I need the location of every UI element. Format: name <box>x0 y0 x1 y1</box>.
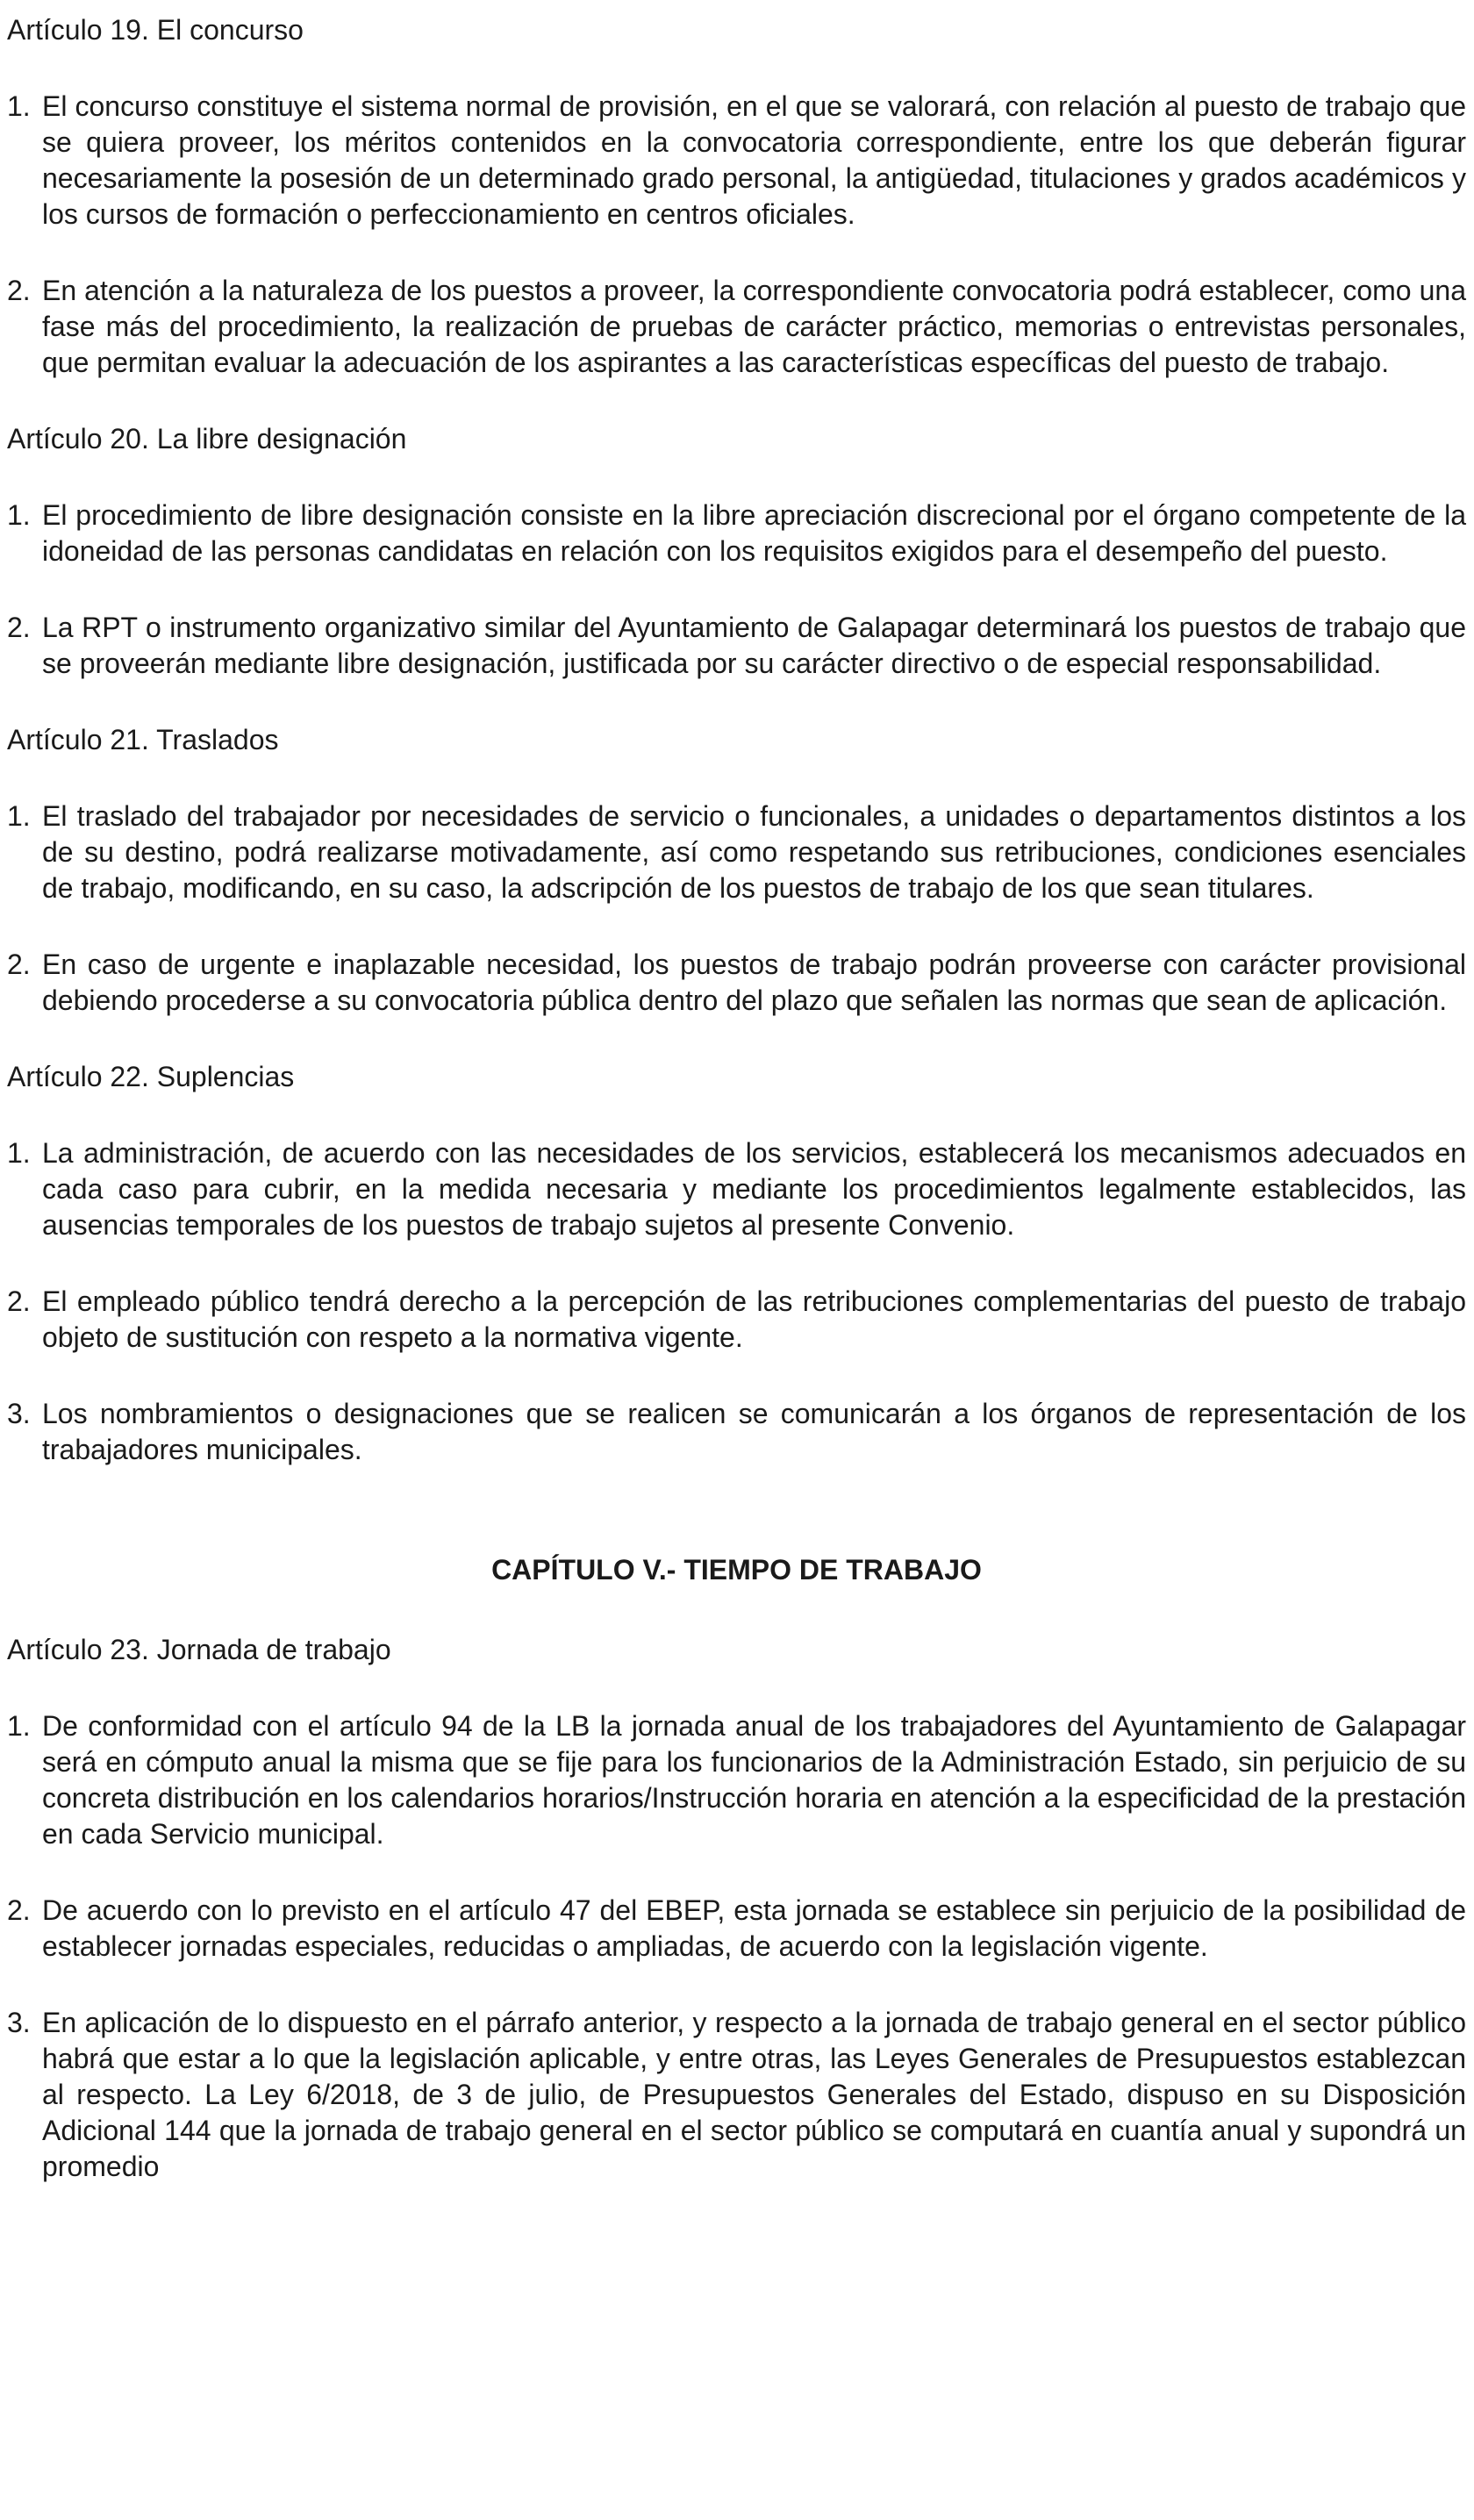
list-item-number: 1. <box>7 800 31 832</box>
chapter-heading: CAPÍTULO V.- TIEMPO DE TRABAJO <box>491 1554 982 1586</box>
article-heading: Artículo 20. La libre designación <box>7 423 407 455</box>
list-item-number: 2. <box>7 1894 31 1926</box>
list-item-number: 3. <box>7 2007 31 2038</box>
list-item <box>7 1284 1466 1356</box>
list-item-text: El empleado público tendrá derecho a la percepción de las retribuciones complementarias del puesto de trabajo objeto de sustitución con respeto a la normativa vigente. <box>42 1285 1466 1353</box>
list-item <box>7 798 1466 906</box>
list-item-text: De acuerdo con lo previsto en el artículo 47 del EBEP, esta jornada se establece sin perjuicio de la posibilidad de establecer jornadas especiales, reducidas o ampliadas, de acuerdo con la legislación vigente. <box>42 1894 1466 1962</box>
list-item-number: 1. <box>7 499 31 531</box>
list-item <box>7 1396 1466 1468</box>
list-item <box>7 610 1466 682</box>
list-item-text: La administración, de acuerdo con las necesidades de los servicios, establecerá los mecanismos adecuados en cada caso para cubrir, en la medida necesaria y mediante los procedimientos legalmente establecidos, las ausencias temporales de los puestos de trabajo sujetos al presente Convenio. <box>42 1137 1466 1241</box>
list-item-number: 3. <box>7 1398 31 1429</box>
list-item-text: El procedimiento de libre designación consiste en la libre apreciación discrecional por el órgano competente de la idoneidad de las personas candidatas en relación con los requisitos exigidos para el desempeño del puesto. <box>42 499 1466 567</box>
list-item-number: 1. <box>7 1137 31 1169</box>
list-item <box>7 273 1466 381</box>
article-heading: Artículo 19. El concurso <box>7 14 304 46</box>
list-item-text: El traslado del trabajador por necesidades de servicio o funcionales, a unidades o departamentos distintos a los de su destino, podrá realizarse motivadamente, así como respetando sus retribuciones, condiciones esenciales de trabajo, modificando, en su caso, la adscripción de los puestos de trabajo de los que sean titulares. <box>42 800 1466 904</box>
list-item-text: El concurso constituye el sistema normal de provisión, en el que se valorará, con relación al puesto de trabajo que se quiera proveer, los méritos contenidos en la convocatoria correspondiente, entre los que deberán figurar necesariamente la posesión de un determinado grado personal, la antigüedad, titulaciones y grados académicos y los cursos de formación o perfeccionamiento en centros oficiales. <box>42 90 1466 230</box>
article-heading: Artículo 21. Traslados <box>7 724 279 755</box>
list-item-text: De conformidad con el artículo 94 de la LB la jornada anual de los trabajadores del Ayuntamiento de Galapagar será en cómputo anual la misma que se fije para los funcionarios de la Administración Estado, sin perjuicio de su concreta distribución en los calendarios horarios/Instrucción horaria en atención a la especificidad de la prestación en cada Servicio municipal. <box>42 1710 1466 1850</box>
list-item <box>7 2005 1466 2185</box>
list-item-number: 2. <box>7 275 31 306</box>
list-item-number: 2. <box>7 949 31 980</box>
list-item-text: En aplicación de lo dispuesto en el párrafo anterior, y respecto a la jornada de trabajo general en el sector público habrá que estar a lo que la legislación aplicable, y entre otras, las Leyes Generales de Presupuestos establezcan al respecto. La Ley 6/2018, de 3 de julio, de Presupuestos Generales del Estado, dispuso en su Disposición Adicional 144 que la jornada de trabajo general en el sector público se computará en cuantía anual y supondrá un promedio <box>42 2007 1466 2182</box>
list-item <box>7 947 1466 1019</box>
list-item-number: 1. <box>7 1710 31 1742</box>
list-item <box>7 1893 1466 1965</box>
article-heading: Artículo 22. Suplencias <box>7 1061 295 1092</box>
list-item-number: 2. <box>7 612 31 643</box>
list-item <box>7 89 1466 233</box>
list-item-text: En caso de urgente e inaplazable necesidad, los puestos de trabajo podrán proveerse con carácter provisional debiendo procederse a su convocatoria pública dentro del plazo que señalen las normas que sean de aplicación. <box>42 949 1466 1016</box>
list-item <box>7 498 1466 569</box>
article-heading: Artículo 23. Jornada de trabajo <box>7 1634 391 1665</box>
list-item-text: En atención a la naturaleza de los puestos a proveer, la correspondiente convocatoria podrá establecer, como una fase más del procedimiento, la realización de pruebas de carácter práctico, memorias o entrevistas personales, que permitan evaluar la adecuación de los aspirantes a las características específicas del puesto de trabajo. <box>42 275 1466 378</box>
list-item-number: 2. <box>7 1285 31 1317</box>
list-item-text: Los nombramientos o designaciones que se realicen se comunicarán a los órganos de representación de los trabajadores municipales. <box>42 1398 1466 1465</box>
list-item-text: La RPT o instrumento organizativo similar del Ayuntamiento de Galapagar determinará los puestos de trabajo que se proveerán mediante libre designación, justificada por su carácter directivo o de especial responsabilidad. <box>42 612 1466 679</box>
list-item <box>7 1708 1466 1852</box>
list-item <box>7 1135 1466 1243</box>
document-body <box>7 12 1466 2185</box>
list-item-number: 1. <box>7 90 31 122</box>
